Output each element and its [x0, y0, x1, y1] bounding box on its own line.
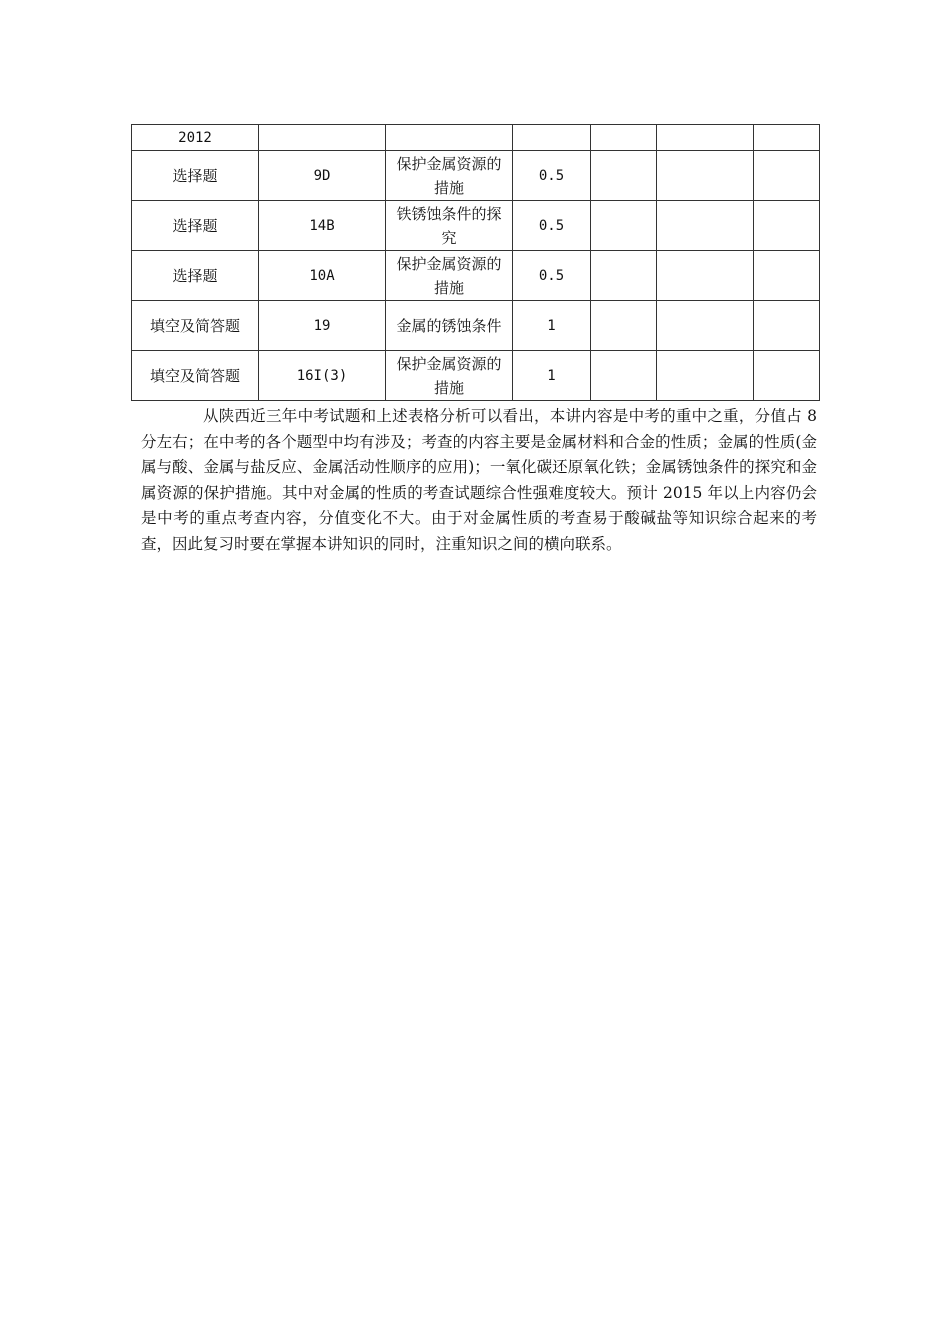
table-row: [132, 151, 820, 201]
empty-cell: [591, 251, 657, 301]
year-cell: 2012: [132, 125, 259, 151]
question-type-cell: 选择题: [132, 151, 259, 201]
table-row: [132, 201, 820, 251]
empty-cell: [386, 125, 513, 151]
topic-cell: 金属的锈蚀条件: [386, 301, 513, 351]
empty-cell: [591, 125, 657, 151]
question-type-cell: 填空及简答题: [132, 351, 259, 401]
question-number-cell: 9D: [259, 151, 386, 201]
empty-cell: [754, 251, 820, 301]
question-number-cell: 16I(3): [259, 351, 386, 401]
score-cell: 0.5: [513, 201, 591, 251]
question-number-cell: 19: [259, 301, 386, 351]
empty-cell: [657, 301, 754, 351]
topic-cell: 保护金属资源的措施: [386, 251, 513, 301]
empty-cell: [657, 125, 754, 151]
question-type-cell: 填空及简答题: [132, 301, 259, 351]
empty-cell: [513, 125, 591, 151]
empty-cell: [657, 351, 754, 401]
exam-analysis-table: [131, 124, 820, 401]
score-cell: 1: [513, 301, 591, 351]
empty-cell: [591, 301, 657, 351]
empty-cell: [657, 151, 754, 201]
topic-cell: 铁锈蚀条件的探究: [386, 201, 513, 251]
empty-cell: [754, 351, 820, 401]
question-type-cell: 选择题: [132, 251, 259, 301]
empty-cell: [591, 201, 657, 251]
question-number-cell: 10A: [259, 251, 386, 301]
table-row: [132, 301, 820, 351]
table-row: [132, 351, 820, 401]
score-cell: 1: [513, 351, 591, 401]
empty-cell: [754, 125, 820, 151]
table-row: [132, 251, 820, 301]
year-row: [132, 125, 820, 151]
empty-cell: [591, 151, 657, 201]
score-cell: 0.5: [513, 151, 591, 201]
empty-cell: [754, 201, 820, 251]
empty-cell: [754, 151, 820, 201]
topic-cell: 保护金属资源的措施: [386, 151, 513, 201]
empty-cell: [259, 125, 386, 151]
score-cell: 0.5: [513, 251, 591, 301]
question-type-cell: 选择题: [132, 201, 259, 251]
question-number-cell: 14B: [259, 201, 386, 251]
topic-cell: 保护金属资源的措施: [386, 351, 513, 401]
analysis-paragraph: 从陕西近三年中考试题和上述表格分析可以看出，本讲内容是中考的重中之重，分值占 8 分左右；在中考的各个题型中均有涉及；考查的内容主要是金属材料和合金的性质；金属的性质(金属与酸、金属与盐反应、金属活动性顺序的应用)；一氧化碳还原氧化铁；金属锈蚀条件的探究和金属资源的保护措施。其中对金属的性质的考查试题综合性强难度较大。预计 2015 年以上内容仍会是中考的重点考查内容，分值变化不大。由于对金属性质的考查易于酸碱盐等知识综合起来的考查，因此复习时要在掌握本讲知识的同时，注重知识之间的横向联系。: [141, 407, 817, 553]
empty-cell: [657, 251, 754, 301]
empty-cell: [657, 201, 754, 251]
empty-cell: [591, 351, 657, 401]
empty-cell: [754, 301, 820, 351]
